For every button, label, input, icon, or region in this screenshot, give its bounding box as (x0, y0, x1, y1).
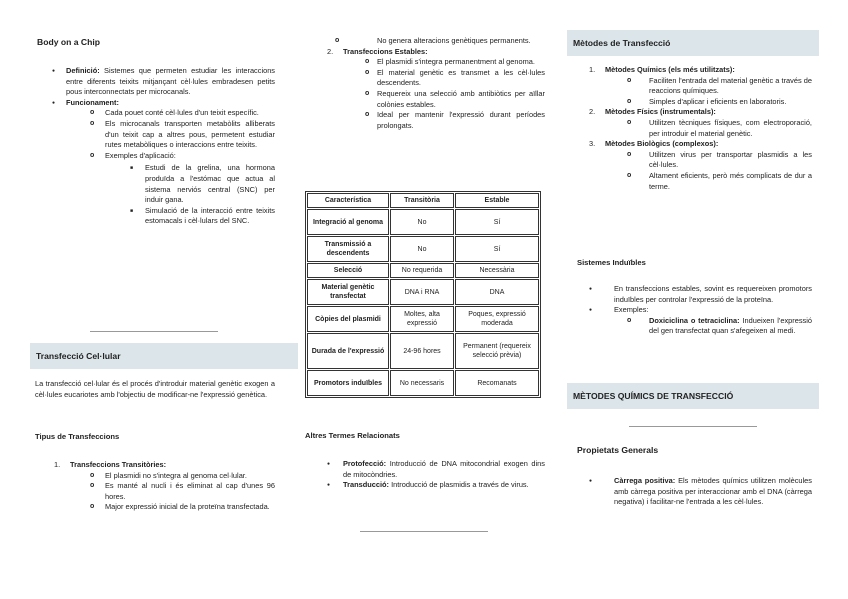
table-row (307, 370, 539, 396)
inducible-item: ● En transfeccions estables, sovint es requereixen promotors induïbles per controlar l'expressió de la proteïna. (567, 284, 812, 305)
table-cell: Moltes, alta expressió (390, 306, 454, 332)
table-header: Transitòria (390, 193, 454, 208)
section-band-transfection: Transfecció Cel·lular (30, 343, 298, 369)
method-item: o Altament eficients, però més complicats de dur a terme. (567, 171, 812, 192)
stable-item: o Requereix una selecció amb antibiòtics per aïllar colònies estables. (305, 89, 545, 110)
example-item: ■ Simulació de la interacció entre teixits estomacals i cèl·lulars del SNC. (30, 206, 275, 227)
stable-item: o El material genètic es transmet a les cèl·lules descendents. (305, 68, 545, 89)
table-cell: Promotors induïbles (307, 370, 389, 396)
table-cell: No requerida (390, 263, 454, 278)
related-term: Protofecció: (343, 459, 387, 468)
list-number: 2. (589, 107, 596, 117)
table-cell: Integració al genoma (307, 209, 389, 235)
heading-general-properties: Propietats Generals (577, 445, 659, 455)
table-cell: Còpies del plasmidi (307, 306, 389, 332)
stable-heading (305, 47, 545, 58)
list-number: 1. (589, 65, 596, 74)
method-label: Mètodes Químics (els més utilitzats): (605, 65, 735, 74)
table-cell: No (390, 209, 454, 235)
table-cell: Permanent (requereix selecció prèvia) (455, 333, 539, 369)
method-item: o Utilitzen tècniques físiques, com electroporació, per introduir el material genètic. (567, 118, 812, 139)
function-subitem: o Exemples d'aplicació: (30, 151, 275, 162)
table-cell: Sí (455, 236, 539, 262)
table-cell: Selecció (307, 263, 389, 278)
transient-item: o El plasmidi no s'integra al genoma cel·lular. (30, 471, 275, 482)
table-cell: Poques, expressió moderada (455, 306, 539, 332)
related-text: Introducció de plasmidis a través de virus. (391, 480, 529, 490)
table-cell: Necessària (455, 263, 539, 278)
list-number: 1. (54, 460, 61, 469)
charge-text: Els mètodes químics utilitzen molècules amb càrrega positiva per interaccionar amb el DNA (càrrega negativa) i facilitar-ne l'entrada a les cèl·lules. (614, 476, 812, 507)
method-heading (567, 65, 812, 76)
method-label: Mètodes Biològics (complexos): (605, 139, 719, 149)
definition-label: Definició: (66, 66, 100, 75)
definition-text: Sistemes que permeten estudiar les interaccions entre diferents teixits mitjançant cèl·lules embradesen petits pous interconnectats per microcanals. (66, 66, 275, 97)
doxycycline-text: Indueixen l'expressió del gen transfectat quan s'afegeixen al medi. (649, 315, 812, 336)
methods-list (567, 65, 812, 192)
doxycycline-item (567, 316, 812, 337)
heading-related-terms: Altres Termes Relacionats (305, 431, 400, 440)
function-subitem: o Cada pouet conté cèl·lules d'un teixit específic. (30, 108, 275, 119)
stable-label: Transfeccions Estables: (343, 46, 428, 56)
definition-item (30, 66, 275, 98)
table-cell: DNA (455, 279, 539, 305)
transient-label: Transfeccions Transitòries: (70, 460, 167, 469)
table-cell: Durada de l'expressió (307, 333, 389, 369)
function-subitem: o Els microcanals transporten metabòlits alliberats d'un teixit cap a altres pous, permetent estudiar rutes metabòliques o interaccions entre teixits. (30, 119, 275, 151)
table-cell: Sí (455, 209, 539, 235)
table-header: Estable (455, 193, 539, 208)
table-header: Característica (307, 193, 389, 208)
table-row (307, 333, 539, 369)
example-item: ■ Estudi de la grelina, una hormona produïda a l'estómac que actua al sistema nerviós central (SNC) per induir gana. (30, 163, 275, 205)
table-cell: DNA i RNA (390, 279, 454, 305)
list-number: 3. (589, 139, 596, 149)
heading-inducible-systems: Sistemes Induïbles (577, 258, 646, 267)
method-label: Mètodes Físics (instrumentals): (605, 107, 716, 117)
charge-term: Càrrega positiva: (614, 476, 676, 485)
transient-item: o Es manté al nucli i és eliminat al cap d'unes 96 hores. (30, 481, 275, 502)
section-band-chemical-methods: MÈTODES QUÍMICS DE TRANSFECCIÓ (567, 383, 819, 409)
stable-list (305, 36, 545, 131)
function-label: Funcionament: (66, 97, 119, 107)
table-row (307, 236, 539, 262)
heading-types: Tipus de Transfeccions (35, 432, 120, 441)
transient-item-continued (305, 36, 545, 47)
method-item: o Faciliten l'entrada del material genètic a través de reaccions químiques. (567, 76, 812, 97)
table-cell: Material genètic transfectat (307, 279, 389, 305)
table-cell: 24-96 hores (390, 333, 454, 369)
inducible-list (567, 284, 812, 337)
table-cell: No necessaris (390, 370, 454, 396)
table-cell: Recomanats (455, 370, 539, 396)
stable-item: o Ideal per mantenir l'expressió durant períodes prolongats. (305, 110, 545, 131)
table-row (307, 306, 539, 332)
table-row (307, 263, 539, 278)
list-number: 2. (327, 46, 334, 56)
section-band-methods: Mètodes de Transfecció (567, 30, 819, 56)
divider (629, 426, 757, 427)
table-cell: No (390, 236, 454, 262)
table-header-row (307, 193, 539, 208)
table-cell: Transmissió a descendents (307, 236, 389, 262)
transfection-intro: La transfecció cel·lular és el procés d'introduir material genètic exogen a cèl·lules eucariotes amb l'objectiu de modificar-ne l'expressió genètica. (35, 379, 275, 399)
doxycycline-term: Doxiciclina o tetraciclina: (649, 315, 740, 325)
transient-heading (30, 460, 275, 471)
divider (90, 331, 218, 332)
related-item (305, 480, 545, 491)
related-text: Introducció de DNA mitocondrial exogen dins de mitocòndries. (343, 459, 545, 479)
comparison-table (305, 191, 541, 398)
divider (360, 531, 488, 532)
stable-item: o El plasmidi s'integra permanentment al genoma. (305, 57, 545, 68)
related-item (305, 459, 545, 480)
table-row (307, 209, 539, 235)
carry-item-text: No genera alteracions genètiques permanents. (377, 36, 531, 45)
function-item (30, 98, 275, 109)
table-row (307, 279, 539, 305)
heading-body-on-a-chip: Body on a Chip (37, 37, 101, 47)
examples-item: ● Exemples: (567, 305, 812, 316)
method-heading (567, 107, 812, 118)
method-item: o Simples d'aplicar i eficients en laboratoris. (567, 97, 812, 108)
method-item: o Utilitzen virus per transportar plasmidis a les cèl·lules. (567, 150, 812, 171)
related-list (305, 459, 545, 491)
charge-item (567, 476, 812, 508)
transient-list (30, 460, 275, 513)
related-term: Transducció: (343, 480, 389, 490)
method-heading (567, 139, 812, 150)
properties-list (567, 476, 812, 508)
body-on-chip-list (30, 66, 275, 227)
transient-item: o Major expressió inicial de la proteïna transfectada. (30, 502, 275, 513)
